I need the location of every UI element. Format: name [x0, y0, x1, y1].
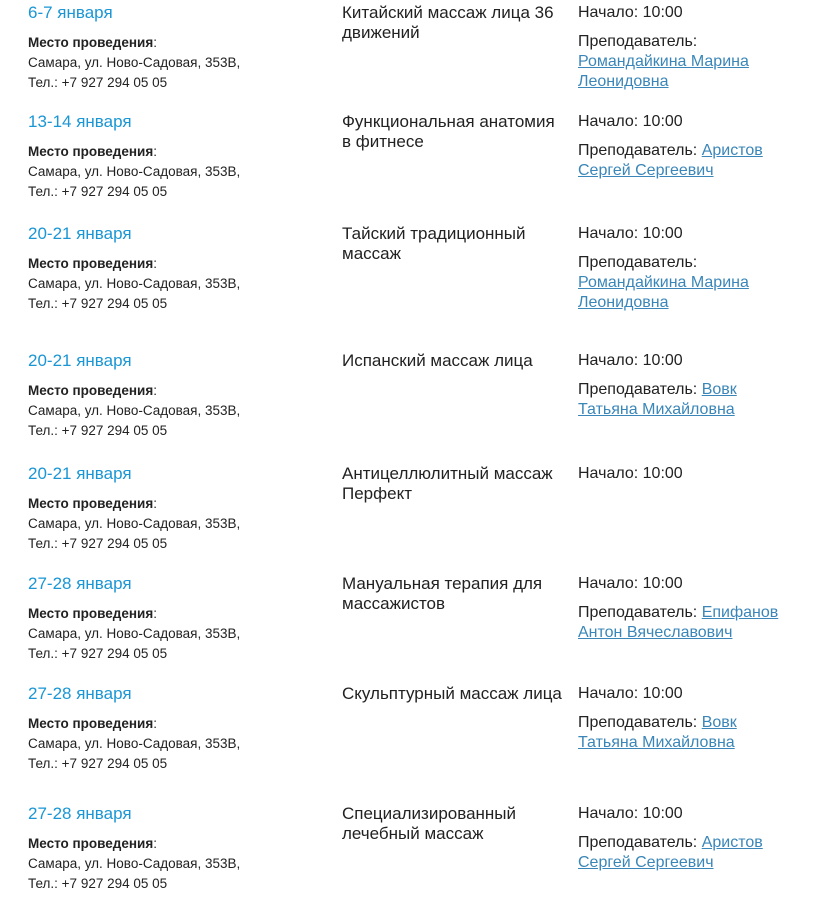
event-date: 27-28 января [28, 804, 132, 823]
event-date: 20-21 января [28, 351, 132, 370]
venue-label: Место проведения [28, 716, 154, 731]
course-title: Специализированный лечебный массаж [342, 804, 517, 843]
start-value: 10:00 [642, 4, 683, 21]
venue-label: Место проведения [28, 256, 154, 271]
event-venue: Место проведения: Самара, ул. Ново-Садовая, 353В, Тел.: +7 927 294 05 05 [28, 254, 240, 314]
event-date: 27-28 января [28, 684, 132, 703]
start-label: Начало: [578, 805, 639, 822]
event-venue: Место проведения: Самара, ул. Ново-Садовая, 353В, Тел.: +7 927 294 05 05 [28, 381, 240, 441]
event-info [578, 3, 793, 92]
course-title: Китайский массаж лица 36 движений [342, 3, 554, 42]
event-info [578, 804, 793, 873]
event-info [578, 684, 793, 753]
event-date: 13-14 января [28, 112, 132, 131]
teacher-link[interactable]: Аристов Сергей Сергеевич [578, 834, 763, 871]
start-time [578, 804, 793, 824]
start-label: Начало: [578, 352, 639, 369]
venue-label: Место проведения [28, 606, 154, 621]
course-title: Функциональная анатомия в фитнесе [342, 112, 555, 151]
start-value: 10:00 [642, 113, 683, 130]
start-label: Начало: [578, 685, 639, 702]
teacher [578, 833, 793, 873]
start-value: 10:00 [642, 685, 683, 702]
start-value: 10:00 [642, 465, 683, 482]
teacher-link[interactable]: Вовк Татьяна Михайловна [578, 714, 737, 751]
teacher [578, 380, 793, 420]
event-venue: Место проведения: Самара, ул. Ново-Садовая, 353В, Тел.: +7 927 294 05 05 [28, 494, 240, 554]
start-time [578, 684, 793, 704]
event-info [578, 224, 793, 313]
start-value: 10:00 [642, 805, 683, 822]
venue-label: Место проведения [28, 144, 154, 159]
teacher-link[interactable]: Романдайкина Марина Леонидовна [578, 53, 749, 90]
start-time [578, 351, 793, 371]
event-venue: Место проведения: Самара, ул. Ново-Садовая, 353В, Тел.: +7 927 294 05 05 [28, 834, 240, 894]
event-date: 20-21 января [28, 464, 132, 483]
venue-label: Место проведения [28, 35, 154, 50]
venue-label: Место проведения [28, 496, 154, 511]
start-value: 10:00 [642, 575, 683, 592]
teacher-label: Преподаватель: [578, 381, 698, 398]
venue-phone: Тел.: +7 927 294 05 05 [28, 75, 168, 90]
course-title: Антицеллюлитный массаж Перфект [342, 464, 553, 503]
event-date: 6-7 января [28, 3, 113, 22]
teacher-link[interactable]: Вовк Татьяна Михайловна [578, 381, 737, 418]
start-label: Начало: [578, 113, 639, 130]
venue-phone: Тел.: +7 927 294 05 05 [28, 536, 168, 551]
event-venue: Место проведения: Самара, ул. Ново-Садовая, 353В, Тел.: +7 927 294 05 05 [28, 33, 240, 93]
venue-address: Самара, ул. Ново-Садовая, 353В, [28, 736, 241, 751]
event-info [578, 464, 793, 484]
venue-address: Самара, ул. Ново-Садовая, 353В, [28, 403, 241, 418]
teacher [578, 713, 793, 753]
start-value: 10:00 [642, 352, 683, 369]
venue-phone: Тел.: +7 927 294 05 05 [28, 423, 168, 438]
teacher-label: Преподаватель: [578, 33, 698, 50]
teacher-label: Преподаватель: [578, 142, 698, 159]
teacher [578, 141, 793, 181]
course-title: Тайский традиционный массаж [342, 224, 526, 263]
start-time [578, 464, 793, 484]
event-venue: Место проведения: Самара, ул. Ново-Садовая, 353В, Тел.: +7 927 294 05 05 [28, 604, 240, 664]
course-title: Испанский массаж лица [342, 351, 533, 370]
teacher-link[interactable]: Епифанов Антон Вячеславович [578, 604, 779, 641]
teacher [578, 32, 793, 92]
event-info [578, 574, 793, 643]
venue-address: Самара, ул. Ново-Садовая, 353В, [28, 164, 241, 179]
venue-phone: Тел.: +7 927 294 05 05 [28, 184, 168, 199]
course-title: Скульптурный массаж лица [342, 684, 562, 703]
teacher [578, 253, 793, 313]
start-time [578, 574, 793, 594]
start-value: 10:00 [642, 225, 683, 242]
event-date: 20-21 января [28, 224, 132, 243]
venue-address: Самара, ул. Ново-Садовая, 353В, [28, 626, 241, 641]
venue-address: Самара, ул. Ново-Садовая, 353В, [28, 516, 241, 531]
teacher-label: Преподаватель: [578, 714, 698, 731]
venue-label: Место проведения [28, 383, 154, 398]
event-info [578, 351, 793, 420]
start-time [578, 3, 793, 23]
start-time [578, 112, 793, 132]
teacher-link[interactable]: Аристов Сергей Сергеевич [578, 142, 763, 179]
teacher [578, 603, 793, 643]
start-label: Начало: [578, 465, 639, 482]
venue-address: Самара, ул. Ново-Садовая, 353В, [28, 55, 241, 70]
start-label: Начало: [578, 4, 639, 21]
start-label: Начало: [578, 575, 639, 592]
teacher-label: Преподаватель: [578, 834, 698, 851]
event-info [578, 112, 793, 181]
teacher-link[interactable]: Романдайкина Марина Леонидовна [578, 274, 749, 311]
venue-address: Самара, ул. Ново-Садовая, 353В, [28, 276, 241, 291]
venue-address: Самара, ул. Ново-Садовая, 353В, [28, 856, 241, 871]
start-time [578, 224, 793, 244]
venue-phone: Тел.: +7 927 294 05 05 [28, 296, 168, 311]
course-title: Мануальная терапия для массажистов [342, 574, 543, 613]
venue-label: Место проведения [28, 836, 154, 851]
venue-phone: Тел.: +7 927 294 05 05 [28, 646, 168, 661]
venue-phone: Тел.: +7 927 294 05 05 [28, 756, 168, 771]
start-label: Начало: [578, 225, 639, 242]
event-date: 27-28 января [28, 574, 132, 593]
teacher-label: Преподаватель: [578, 604, 698, 621]
event-venue: Место проведения: Самара, ул. Ново-Садовая, 353В, Тел.: +7 927 294 05 05 [28, 142, 240, 202]
event-venue: Место проведения: Самара, ул. Ново-Садовая, 353В, Тел.: +7 927 294 05 05 [28, 714, 240, 774]
venue-phone: Тел.: +7 927 294 05 05 [28, 876, 168, 891]
teacher-label: Преподаватель: [578, 254, 698, 271]
